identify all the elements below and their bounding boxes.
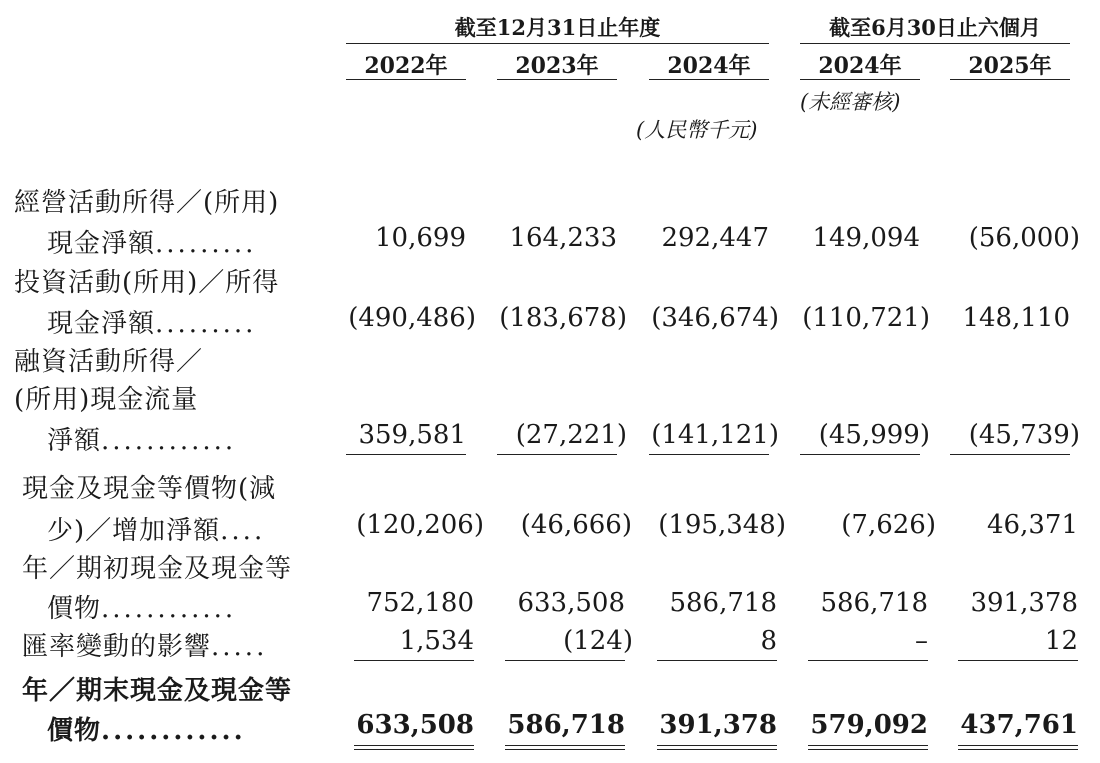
year-rule-2024 bbox=[649, 79, 769, 80]
operating-value-2023: 164,233 bbox=[509, 223, 617, 253]
net-change-value-2023: (46,666) bbox=[520, 510, 632, 540]
beginning-value-2024-interim: 586,718 bbox=[820, 588, 928, 618]
total-rule-2023 bbox=[505, 660, 625, 661]
year-header-2023: 2023年 bbox=[515, 53, 599, 79]
financing-label-line3: 淨額............ bbox=[47, 426, 237, 456]
grand-total-double-rule-2022 bbox=[354, 745, 474, 750]
header-group-interim: 截至6月30日止六個月 bbox=[829, 15, 1041, 40]
beginning-label-line2: 價物............ bbox=[47, 594, 237, 624]
fx-value-2025-interim: 12 bbox=[1044, 626, 1078, 656]
beginning-value-2025-interim: 391,378 bbox=[970, 588, 1078, 618]
operating-value-2024: 292,447 bbox=[661, 223, 769, 253]
grand-total-double-rule-2025-interim bbox=[958, 745, 1078, 750]
operating-value-2024-interim: 149,094 bbox=[812, 223, 920, 253]
ending-label-line2: 價物............ bbox=[47, 716, 246, 746]
total-rule-2022 bbox=[354, 660, 474, 661]
investing-value-2024: (346,674) bbox=[651, 303, 779, 333]
year-header-2022: 2022年 bbox=[364, 53, 448, 79]
net-change-value-2024-interim: (7,626) bbox=[841, 510, 936, 540]
subtotal-rule-2023 bbox=[497, 454, 617, 455]
investing-value-2023: (183,678) bbox=[499, 303, 627, 333]
net-change-value-2025-interim: 46,371 bbox=[987, 510, 1078, 540]
year-rule-2025-interim bbox=[950, 79, 1070, 80]
operating-label-line2: 現金淨額......... bbox=[47, 229, 257, 259]
net-change-value-2024: (195,348) bbox=[658, 510, 786, 540]
grand-total-double-rule-2024-interim bbox=[808, 745, 928, 750]
operating-label-line1: 經營活動所得／(所用) bbox=[14, 188, 280, 218]
fx-value-2024-interim: – bbox=[915, 626, 928, 656]
investing-label-line2: 現金淨額......... bbox=[47, 309, 257, 339]
ending-value-2024-interim: 579,092 bbox=[810, 710, 928, 740]
financing-value-2022: 359,581 bbox=[358, 420, 466, 450]
year-rule-2023 bbox=[497, 79, 617, 80]
total-rule-2024 bbox=[657, 660, 777, 661]
net-change-label-line2: 少)／增加淨額.... bbox=[47, 516, 266, 546]
financing-value-2024: (141,121) bbox=[651, 420, 779, 450]
total-rule-2024-interim bbox=[808, 660, 928, 661]
fx-value-2022: 1,534 bbox=[399, 626, 474, 656]
grand-total-double-rule-2023 bbox=[505, 745, 625, 750]
header-group-annual: 截至12月31日止年度 bbox=[454, 15, 661, 40]
beginning-value-2023: 633,508 bbox=[517, 588, 625, 618]
subtotal-rule-2025-interim bbox=[950, 454, 1070, 455]
financing-value-2025-interim: (45,739) bbox=[968, 420, 1080, 450]
fx-value-2023: (124) bbox=[563, 626, 633, 656]
operating-value-2025-interim: (56,000) bbox=[968, 223, 1080, 253]
operating-value-2022: 10,699 bbox=[375, 223, 466, 253]
fx-label: 匯率變動的影響..... bbox=[22, 632, 268, 662]
currency-note: (人民幣千元) bbox=[636, 118, 758, 142]
beginning-value-2022: 752,180 bbox=[366, 588, 474, 618]
year-header-2024: 2024年 bbox=[667, 53, 751, 79]
grand-total-double-rule-2024 bbox=[657, 745, 777, 750]
subtotal-rule-2024 bbox=[649, 454, 769, 455]
year-header-2025-interim: 2025年 bbox=[968, 53, 1052, 79]
ending-value-2023: 586,718 bbox=[507, 710, 625, 740]
header-group-interim-rule bbox=[800, 43, 1070, 44]
total-rule-2025-interim bbox=[958, 660, 1078, 661]
financing-label-line2: (所用)現金流量 bbox=[14, 385, 199, 415]
subtotal-rule-2022 bbox=[346, 454, 466, 455]
ending-value-2025-interim: 437,761 bbox=[960, 710, 1078, 740]
investing-value-2024-interim: (110,721) bbox=[802, 303, 930, 333]
net-change-label-line1: 現金及現金等價物(減 bbox=[22, 474, 277, 504]
ending-label-line1: 年／期末現金及現金等 bbox=[22, 676, 293, 706]
subtotal-rule-2024-interim bbox=[800, 454, 920, 455]
investing-value-2022: (490,486) bbox=[348, 303, 476, 333]
investing-value-2025-interim: 148,110 bbox=[962, 303, 1070, 333]
financing-value-2024-interim: (45,999) bbox=[818, 420, 930, 450]
investing-label-line1: 投資活動(所用)／所得 bbox=[14, 268, 280, 298]
year-rule-2024-interim bbox=[800, 79, 920, 80]
ending-value-2022: 633,508 bbox=[356, 710, 474, 740]
ending-value-2024: 391,378 bbox=[659, 710, 777, 740]
header-group-annual-rule bbox=[346, 43, 769, 44]
net-change-value-2022: (120,206) bbox=[356, 510, 484, 540]
financing-label-line1: 融資活動所得／ bbox=[14, 347, 204, 377]
financing-value-2023: (27,221) bbox=[515, 420, 627, 450]
unaudited-note: (未經審核) bbox=[800, 90, 901, 114]
beginning-label-line1: 年／期初現金及現金等 bbox=[22, 554, 293, 584]
beginning-value-2024: 586,718 bbox=[669, 588, 777, 618]
year-rule-2022 bbox=[346, 79, 466, 80]
fx-value-2024: 8 bbox=[760, 626, 777, 656]
year-header-2024-interim: 2024年 bbox=[818, 53, 902, 79]
